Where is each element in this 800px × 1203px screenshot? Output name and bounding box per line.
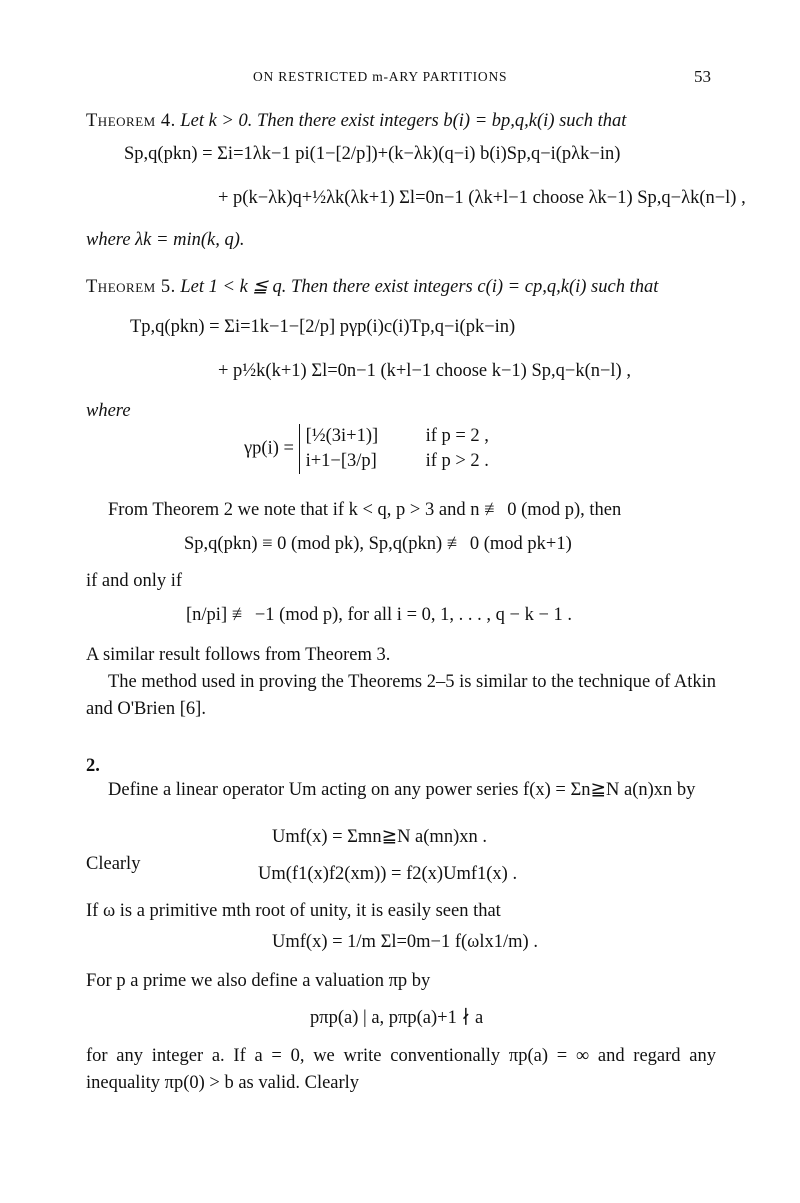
theorem-5-equation-line2: + p½k(k+1) Σl=0n−1 (k+l−1 choose k−1) Sp,q−k(n−l) ,	[218, 361, 631, 381]
operator-identity: Um(f1(x)f2(xm)) = f2(x)Umf1(x) .	[258, 864, 518, 884]
paragraph-root-of-unity: If ω is a primitive mth root of unity, it is easily seen that	[86, 901, 501, 921]
condition-equation: [n/pi] ≢ −1 (mod p), for all i = 0, 1, . . . , q − k − 1 .	[186, 605, 572, 625]
operator-equation: Umf(x) = Σmn≧N a(mn)xn .	[272, 827, 487, 847]
congruence-equation: Sp,q(pkn) ≡ 0 (mod pk), Sp,q(pkn) ≢ 0 (mod pk+1)	[184, 534, 572, 554]
theorem-5-equation-line1: Tp,q(pkn) = Σi=1k−1−[2/p] pγp(i)c(i)Tp,q−i(pk−in)	[130, 317, 516, 337]
theorem-4-text: Let k > 0. Then there exist integers b(i) = bp,q,k(i) such that	[180, 111, 627, 131]
theorem-5-label: Theorem 5.	[86, 277, 176, 297]
theorem-4-where: where λk = min(k, q).	[86, 230, 245, 250]
theorem-5-where: where	[86, 401, 131, 421]
theorem-5-statement	[86, 274, 716, 301]
theorem-4-statement	[86, 108, 716, 135]
theorem-4-equation-line1: Sp,q(pkn) = Σi=1λk−1 pi(1−[2/p])+(k−λk)(q−i) b(i)Sp,q−i(pλk−in)	[124, 144, 621, 164]
paragraph-valuation: For p a prime we also define a valuation πp by	[86, 971, 431, 991]
running-header: ON RESTRICTED m-ARY PARTITIONS	[253, 69, 508, 84]
gamma-lhs: γp(i) =	[244, 438, 294, 459]
paragraph-similar-result: A similar result follows from Theorem 3.	[86, 645, 391, 665]
paragraph-theorem-2-note: From Theorem 2 we note that if k < q, p > 3 and n ≢ 0 (mod p), then	[108, 500, 622, 520]
paragraph-operator-definition: Define a linear operator Um acting on any power series f(x) = Σn≧N a(n)xn by	[108, 780, 696, 800]
theorem-4-label: Theorem 4.	[86, 111, 176, 131]
clearly-label: Clearly	[86, 854, 141, 874]
page-number: 53	[694, 67, 711, 86]
theorem-5-text: Let 1 < k ≦ q. Then there exist integers c(i) = cp,q,k(i) such that	[180, 277, 659, 297]
root-of-unity-equation: Umf(x) = 1/m Σl=0m−1 f(ωlx1/m) .	[272, 932, 538, 952]
gamma-case-2-condition: if p > 2 .	[425, 451, 489, 471]
paragraph-method: The method used in proving the Theorems 2–5 is similar to the technique of Atkin and O'Brien [6].	[86, 672, 716, 719]
if-and-only-if: if and only if	[86, 571, 183, 591]
gamma-cases	[299, 424, 489, 474]
gamma-case-2: i+1−[3/p]	[305, 451, 377, 471]
section-heading: 2.	[86, 756, 100, 776]
gamma-case-1: [½(3i+1)]	[305, 426, 379, 446]
paragraph-conventions: for any integer a. If a = 0, we write conventionally πp(a) = ∞ and regard any inequality πp(0) > b as valid. Clearly	[86, 1046, 716, 1093]
valuation-definition: pπp(a) | a, pπp(a)+1 ∤ a	[310, 1008, 484, 1028]
theorem-4-equation-line2: + p(k−λk)q+½λk(λk+1) Σl=0n−1 (λk+l−1 choose λk−1) Sp,q−λk(n−l) ,	[218, 188, 746, 208]
gamma-definition	[244, 424, 489, 474]
gamma-case-1-condition: if p = 2 ,	[425, 426, 489, 446]
